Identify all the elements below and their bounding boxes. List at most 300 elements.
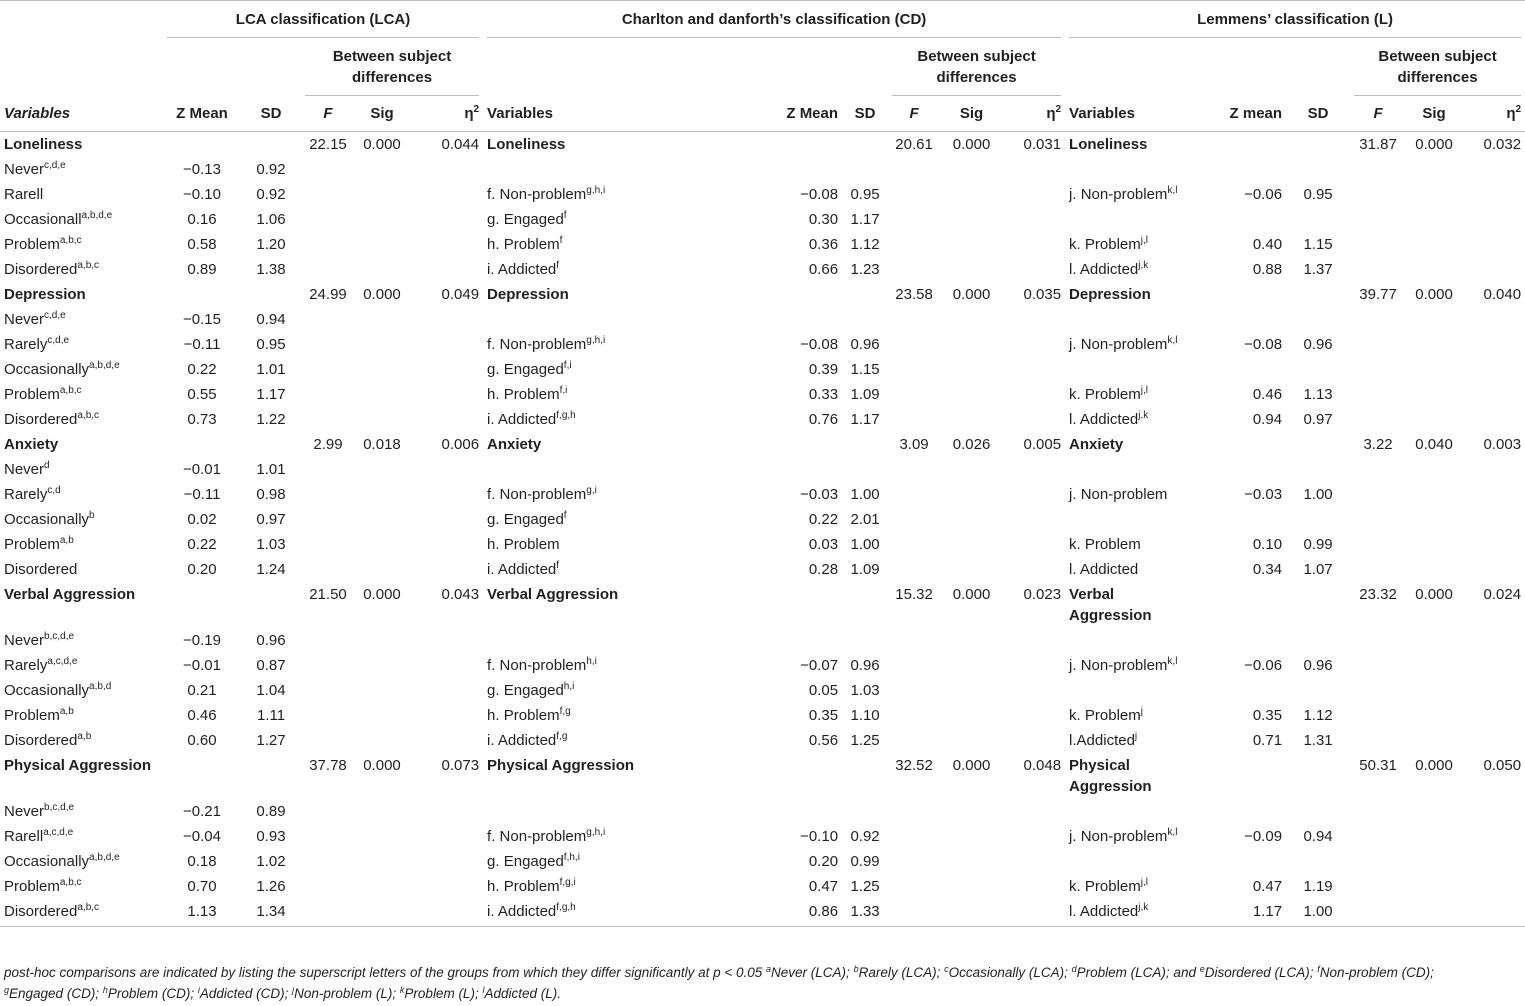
lca-sig [355,507,409,532]
cd-eta [1003,207,1065,232]
cd-sd-header: SD [842,95,888,132]
cd-variable: Anxiety [487,436,542,453]
l-sig-header: Sig [1406,95,1462,132]
l-sd [1286,753,1350,799]
lca-zmean: 0.46 [187,707,217,724]
lca-variable: Physical Aggression [4,757,151,774]
l-sig [1406,507,1462,532]
cd-f [888,307,940,332]
l-sig [1406,678,1462,703]
cd-f [888,382,940,407]
l-variable: j. Non-problem$^{k,l}$ [1069,827,1178,845]
l-zmean [1200,582,1286,628]
cd-sig [940,703,1003,728]
footnote-marker: b [853,964,859,974]
cd-eta: 0.005 [1023,436,1062,453]
lca-sd: 0.89 [256,803,286,820]
cd-sd: 0.96 [850,336,880,353]
l-sig [1406,407,1462,432]
l-eta [1462,207,1525,232]
cd-eta: 0.023 [1023,586,1062,603]
cd-eta [1003,824,1065,849]
cd-zmean [678,157,842,182]
cd-f [888,849,940,874]
cd-sd: 2.01 [850,511,880,528]
footnote-item: Never (LCA); [771,965,854,980]
lca-sig: 0.000 [363,136,401,153]
l-sd [1286,432,1350,457]
lca-sd [241,582,301,628]
cd-sig-header: Sig [940,95,1003,132]
cd-eta [1003,482,1065,507]
cd-variable: h. Problem$^f$ [487,235,563,253]
table-section-row [0,753,1525,799]
l-zmean: −0.03 [1244,486,1283,503]
l-sig [1406,182,1462,207]
cd-variable: f. Non-problem$^{g,h,i}$ [487,185,606,203]
l-f [1350,232,1406,257]
cd-variable: Physical Aggression [487,757,635,774]
lca-sd: 1.06 [256,211,286,228]
lca-variable: Rarely$^{a,c,d,e}$ [4,656,78,674]
cd-sig [940,824,1003,849]
lca-sig: 0.018 [363,436,401,453]
l-variable [1065,507,1200,532]
cd-f [888,557,940,582]
lca-eta [409,332,483,357]
lca-variable: Never$^{c,d,e}$ [4,310,66,328]
lca-eta: 0.049 [441,286,480,303]
table-row [0,799,1525,824]
cd-eta [1003,628,1065,653]
l-zmean [1200,457,1286,482]
footnote-marker: k [399,985,405,995]
lca-f [301,532,355,557]
lca-variable: Disordered$^{a,b}$ [4,731,92,749]
cd-bsd-label: Between subject differences [888,38,1065,95]
cd-variable: g. Engaged$^{f,h,i}$ [487,852,580,870]
cd-f: 20.61 [895,136,933,153]
l-f [1350,357,1406,382]
l-sig: 0.000 [1415,136,1453,153]
lca-eta [409,457,483,482]
lca-f [301,382,355,407]
lca-zmean: −0.01 [183,461,221,478]
l-f: 31.87 [1359,136,1397,153]
l-f [1350,799,1406,824]
l-zmean [1200,357,1286,382]
l-zmean [1200,307,1286,332]
lca-sig [355,653,409,678]
l-eta [1462,357,1525,382]
l-eta [1462,849,1525,874]
l-variable [1065,628,1200,653]
lca-sig [355,207,409,232]
cd-variable: g. Engaged$^f$ [487,510,567,528]
l-f [1350,849,1406,874]
l-f [1350,332,1406,357]
table-row [0,824,1525,849]
l-eta: 0.040 [1483,286,1522,303]
l-sig [1406,849,1462,874]
table-row [0,678,1525,703]
lca-sig [355,874,409,899]
cd-variable: f. Non-problem$^{g,h,i}$ [487,335,606,353]
cd-zmean [678,628,842,653]
l-sd: 0.94 [1303,828,1333,845]
cd-sd: 0.99 [850,853,880,870]
lca-bsd-label: Between subject differences [301,38,483,95]
cd-sig [940,357,1003,382]
cd-sig [940,557,1003,582]
lca-variable: Disordered$^{a,b,c}$ [0,899,163,927]
l-sd: 1.37 [1303,261,1333,278]
lca-zmean: 0.22 [187,536,217,553]
lca-sd-header: SD [241,95,301,132]
cd-sd [842,799,888,824]
l-f [1350,899,1406,927]
cd-zmean [678,132,842,158]
l-eta [1462,899,1525,927]
lca-variable: Occasionall$^{a,b,d,e}$ [4,210,113,228]
l-bsd-label: Between subject differences [1350,38,1525,95]
l-sd [1286,457,1350,482]
l-eta [1462,628,1525,653]
l-zmean: 0.88 [1252,261,1283,278]
cd-zmean: −0.08 [800,336,839,353]
lca-sd: 1.01 [256,361,286,378]
cd-eta [1003,357,1065,382]
lca-sig [355,407,409,432]
l-f [1350,703,1406,728]
lca-zmean: 0.22 [187,361,217,378]
lca-variable: Rarely$^{c,d}$ [4,485,61,503]
lca-sig [355,628,409,653]
cd-variable: h. Problem$^{f,g,i}$ [487,877,576,895]
cd-sig [940,532,1003,557]
lca-zmean: −0.04 [183,828,221,845]
cd-f [888,703,940,728]
table-row [0,357,1525,382]
l-f [1350,407,1406,432]
footnote-intro: post-hoc comparisons are indicated by listing the superscript letters of the groups from which they differ significantly at p < 0.05 [4,965,767,980]
l-eta: 0.050 [1483,757,1522,774]
cd-sd: 1.00 [850,486,880,503]
cd-zmean: 0.56 [808,732,839,749]
lca-zmean: −0.19 [183,632,221,649]
lca-zmean: −0.01 [183,657,221,674]
l-sig [1406,799,1462,824]
cd-variable: g. Engaged$^{h,i}$ [487,681,575,699]
cd-zmean: 0.86 [678,899,842,927]
l-sig [1406,824,1462,849]
lca-sd: 1.26 [256,878,286,895]
cd-variable: i. Addicted$^{f,g,h}$ [483,899,678,927]
cd-sd: 1.23 [850,261,880,278]
lca-f [301,557,355,582]
lca-sd: 1.24 [256,561,286,578]
lca-sd: 1.01 [256,461,286,478]
cd-variable: i. Addicted$^f$ [487,560,560,578]
l-zmean: 0.34 [1252,561,1283,578]
cd-zmean: 0.28 [808,561,839,578]
cd-sig [940,232,1003,257]
cd-sig: 0.026 [952,436,991,453]
cd-eta [1003,157,1065,182]
l-eta: 0.003 [1483,436,1522,453]
cd-f [888,332,940,357]
l-sig [1406,382,1462,407]
lca-f [301,799,355,824]
cd-sig [940,457,1003,482]
l-eta [1462,703,1525,728]
cd-f [888,532,940,557]
lca-sig-header: Sig [355,95,409,132]
lca-sd: 1.27 [256,732,286,749]
l-sig: 0.000 [1415,586,1453,603]
header-row-bsd [0,38,1525,95]
lca-variable: Verbal Aggression [4,586,136,603]
l-f: 50.31 [1359,757,1397,774]
lca-sig [355,457,409,482]
lca-eta [409,824,483,849]
cd-f [888,874,940,899]
lca-f [301,407,355,432]
cd-eta [1003,182,1065,207]
l-eta [1462,182,1525,207]
l-sd [1286,582,1350,628]
cd-zmean: 0.20 [808,853,839,870]
lca-f [301,182,355,207]
cd-zmean: −0.03 [800,486,839,503]
lca-f [301,653,355,678]
cd-eta: 0.035 [1023,286,1062,303]
lca-zmean: −0.11 [183,336,221,353]
cd-f: 32.52 [895,757,933,774]
l-zmean: 1.17 [1200,899,1286,927]
lca-zmean: −0.10 [183,186,221,203]
lca-zmean: 0.89 [187,261,217,278]
lca-zmean: 0.18 [187,853,217,870]
lca-eta [409,307,483,332]
header-row-columns [0,95,1525,132]
cd-eta [1003,507,1065,532]
lca-f [301,157,355,182]
lca-f [301,899,355,927]
l-f [1350,532,1406,557]
l-zmean: −0.06 [1244,657,1283,674]
cd-zmean [678,282,842,307]
lca-sig: 0.000 [363,286,401,303]
lca-zmean: −0.13 [183,161,221,178]
footnote-item: Addicted (CD); [199,986,293,1001]
l-variable [1065,157,1200,182]
cd-variable [483,157,678,182]
l-sig [1406,899,1462,927]
l-sd [1286,307,1350,332]
lca-zmean [163,582,241,628]
cd-zmean: 0.03 [808,536,839,553]
l-sd [1286,207,1350,232]
cd-f: 23.58 [895,286,933,303]
lca-sig [355,703,409,728]
l-zmean [1200,157,1286,182]
l-sig [1406,532,1462,557]
l-variables-header: Variables [1065,95,1200,132]
cd-zmean [678,307,842,332]
l-sig: 0.000 [1415,286,1453,303]
lca-sd: 0.96 [256,632,286,649]
l-variable: k. Problem$^j$ [1069,706,1143,724]
lca-sd: 0.92 [256,161,286,178]
l-eta [1462,382,1525,407]
lca-sd [241,282,301,307]
l-sd [1286,678,1350,703]
l-variable: l.Addicted$^j$ [1069,731,1138,749]
table-section-row [0,432,1525,457]
cd-f [888,357,940,382]
lca-f [301,307,355,332]
lca-zmean: −0.21 [183,803,221,820]
l-f-header: F [1350,95,1406,132]
l-sd: 1.07 [1303,561,1333,578]
lca-sd [241,432,301,457]
l-sig [1406,232,1462,257]
l-zmean: 0.10 [1252,536,1283,553]
l-eta [1462,824,1525,849]
lca-f [301,457,355,482]
table-row [0,407,1525,432]
cd-eta [1003,728,1065,753]
footnote-marker: f [1317,964,1320,974]
cd-sd [842,132,888,158]
lca-variable: Disordered [4,561,78,578]
l-variable: k. Problem$^{j,l}$ [1069,235,1148,253]
cd-zmean: 0.33 [808,386,839,403]
cd-zmean: 0.39 [808,361,839,378]
footnote [4,962,1459,1004]
lca-title: LCA classification (LCA) [163,1,483,39]
l-variable [1065,357,1200,382]
lca-variable: Rarell$^{a,c,d,e}$ [4,827,74,845]
footnote-marker: d [1071,964,1077,974]
lca-sd: 0.94 [256,311,286,328]
cd-variable [483,799,678,824]
table-row [0,728,1525,753]
l-zmean: −0.09 [1244,828,1283,845]
l-variable: Verbal Aggression [1069,586,1152,624]
lca-f: 22.15 [309,136,347,153]
cd-f [888,628,940,653]
cd-eta [1003,407,1065,432]
lca-zmean [163,753,241,799]
cd-eta [1003,799,1065,824]
l-eta [1462,457,1525,482]
lca-zmean: 0.58 [187,236,217,253]
cd-f-header: F [888,95,940,132]
l-sd: 0.96 [1303,336,1333,353]
cd-variable: f. Non-problem$^{h,i}$ [487,656,597,674]
cd-eta [1003,899,1065,927]
l-variable: l. Addicted$^{j,k}$ [1069,260,1149,278]
l-sd: 1.00 [1286,899,1350,927]
cd-f [888,653,940,678]
cd-sig [940,678,1003,703]
footnote-item: Engaged (CD); [9,986,103,1001]
cd-sig [940,849,1003,874]
l-zmean: 0.46 [1252,386,1283,403]
l-variable [1065,457,1200,482]
cd-f [888,457,940,482]
l-sig [1406,557,1462,582]
l-f [1350,557,1406,582]
lca-variable: Problem$^{a,b}$ [4,535,74,553]
lca-f-header: F [301,95,355,132]
lca-variable: Occasionally$^{a,b,d}$ [4,681,112,699]
footnote-item: Rarely (LCA); [858,965,945,980]
table-section-row [0,132,1525,158]
table-section-row [0,282,1525,307]
lca-sig [355,557,409,582]
cd-zmean: 0.22 [808,511,839,528]
lca-variable: Never$^{b,c,d,e}$ [4,802,75,820]
cd-zmean: 0.76 [808,411,839,428]
lca-f [301,232,355,257]
cd-sd [842,157,888,182]
footnote-item: Problem (LCA); and [1076,965,1200,980]
table-section-row [0,582,1525,628]
l-zmean [1200,753,1286,799]
cd-title: Charlton and danforth’s classification (CD) [483,1,1065,39]
lca-f [301,257,355,282]
cd-eta [1003,332,1065,357]
table-row [0,482,1525,507]
l-sig [1406,628,1462,653]
cd-variable: Depression [487,286,569,303]
cd-sd [842,282,888,307]
lca-sig [355,532,409,557]
lca-variable: Problem$^{a,b}$ [4,706,74,724]
l-eta: 0.024 [1483,586,1522,603]
lca-sd: 1.04 [256,682,286,699]
l-sig [1406,653,1462,678]
lca-variable: Rarely$^{c,d,e}$ [4,335,70,353]
cd-variable [483,628,678,653]
footnote-marker: j [292,985,295,995]
lca-variable: Occasionally$^{a,b,d,e}$ [4,852,120,870]
l-zmean [1200,507,1286,532]
l-zmean: −0.08 [1244,336,1283,353]
table-row [0,207,1525,232]
footnote-item: Addicted (L). [484,986,561,1001]
lca-sd: 1.02 [256,853,286,870]
cd-eta: 0.031 [1023,136,1062,153]
cd-f [888,824,940,849]
cd-variable: g. Engaged$^{f,i}$ [487,360,572,378]
cd-sig [940,799,1003,824]
l-f [1350,653,1406,678]
lca-sig [355,257,409,282]
lca-zmean: 0.70 [187,878,217,895]
cd-sig: 0.000 [952,136,991,153]
l-sig [1406,157,1462,182]
cd-sd: 1.15 [850,361,880,378]
lca-sig [355,357,409,382]
l-eta-header: $\eta^2$ [1462,95,1525,132]
table-row [0,507,1525,532]
l-sd: 0.99 [1303,536,1333,553]
cd-f [888,482,940,507]
